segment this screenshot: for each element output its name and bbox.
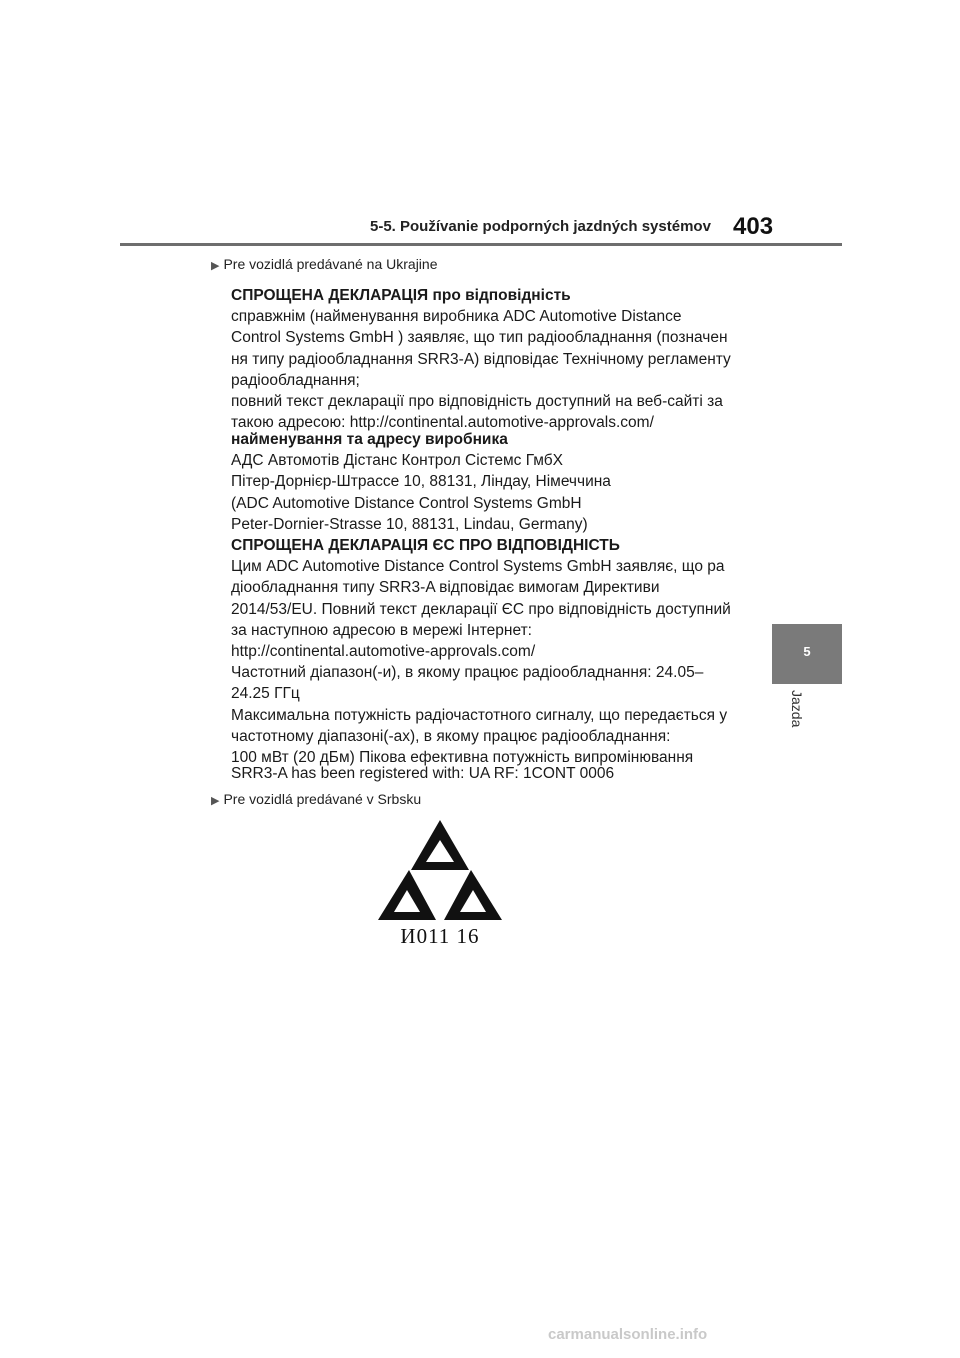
declaration-line: радіообладнання; — [231, 371, 360, 389]
ukraine-bullet-text: Pre vozidlá predávané na Ukrajine — [223, 256, 438, 272]
declaration-block — [231, 285, 741, 433]
declaration-line: такою адресою: http://continental.automotive-approvals.com/ — [231, 414, 654, 432]
eu-declaration-line: діообладнання типу SRR3-A відповідає вимогам Директиви — [231, 579, 660, 597]
eu-declaration-line: Максимальна потужність радіочастотного сигналу, що передається у — [231, 706, 728, 724]
chapter-number: 5 — [803, 644, 811, 659]
manufacturer-line: (ADC Automotive Distance Control Systems GmbH — [231, 494, 582, 512]
manufacturer-heading: найменування та адресу виробника — [231, 431, 508, 448]
manufacturer-line: АДС Автомотів Дістанс Контрол Сістемс ГмбХ — [231, 452, 563, 470]
serbia-bullet-text: Pre vozidlá predávané v Srbsku — [223, 791, 422, 807]
eu-declaration-line: 2014/53/EU. Повний текст декларації ЄС про відповідність доступний — [231, 600, 731, 618]
triangle-bullet-icon: ▶ — [211, 260, 220, 272]
declaration-line: повний текст декларації про відповідність доступний на веб-сайті за — [231, 393, 723, 411]
section-title: 5-5. Používanie podporných jazdných systémov — [370, 218, 711, 235]
serbia-mark-code: И011 16 — [400, 924, 480, 948]
eu-declaration-line: http://continental.automotive-approvals.com/ — [231, 643, 536, 661]
watermark: carmanualsonline.info — [548, 1326, 708, 1343]
eu-declaration-heading: СПРОЩЕНА ДЕКЛАРАЦІЯ ЄС ПРО ВІДПОВІДНІСТЬ — [231, 537, 620, 554]
chapter-label: Jazda — [789, 690, 805, 728]
manufacturer-line: Peter-Dornier-Strasse 10, 88131, Lindau, Germany) — [231, 515, 588, 533]
manufacturer-line: Пітер-Дорнієр-Штрассе 10, 88131, Ліндау, Німеччина — [231, 473, 611, 491]
eu-declaration-line: за наступною адресою в мережі Інтернет: — [231, 621, 532, 639]
serbia-bullet — [211, 791, 421, 807]
declaration-heading: СПРОЩЕНА ДЕКЛАРАЦІЯ про відповідність — [231, 287, 571, 304]
eu-declaration-line: частотному діапазоні(-ах), в якому працює радіообладнання: — [231, 727, 671, 745]
eu-declaration-line: Частотний діапазон(-и), в якому працює радіообладнання: 24.05– — [231, 664, 704, 682]
ukraine-bullet — [211, 256, 437, 272]
chapter-tab — [772, 624, 842, 684]
registration-line: SRR3-A has been registered with: UA RF: 1CONT 0006 — [231, 765, 615, 782]
eu-declaration-block — [231, 535, 741, 768]
declaration-line: Control Systems GmbH ) заявляє, що тип радіообладнання (позначен — [231, 329, 728, 347]
eu-declaration-line: Цим ADC Automotive Distance Control Systems GmbH заявляє, що ра — [231, 558, 725, 576]
eu-declaration-line: 24.25 ГГц — [231, 685, 300, 703]
manufacturer-block — [231, 429, 741, 535]
page-number: 403 — [733, 213, 774, 240]
declaration-line: справжнім (найменування виробника ADC Automotive Distance — [231, 308, 682, 326]
header-divider — [120, 243, 842, 246]
declaration-line: ня типу радіообладнання SRR3-A) відповідає Технічному регламенту — [231, 350, 731, 368]
triangle-bullet-icon: ▶ — [211, 795, 220, 807]
eu-declaration-line: 100 мВт (20 дБм) Пікова ефективна потужність випромінювання — [231, 749, 694, 767]
